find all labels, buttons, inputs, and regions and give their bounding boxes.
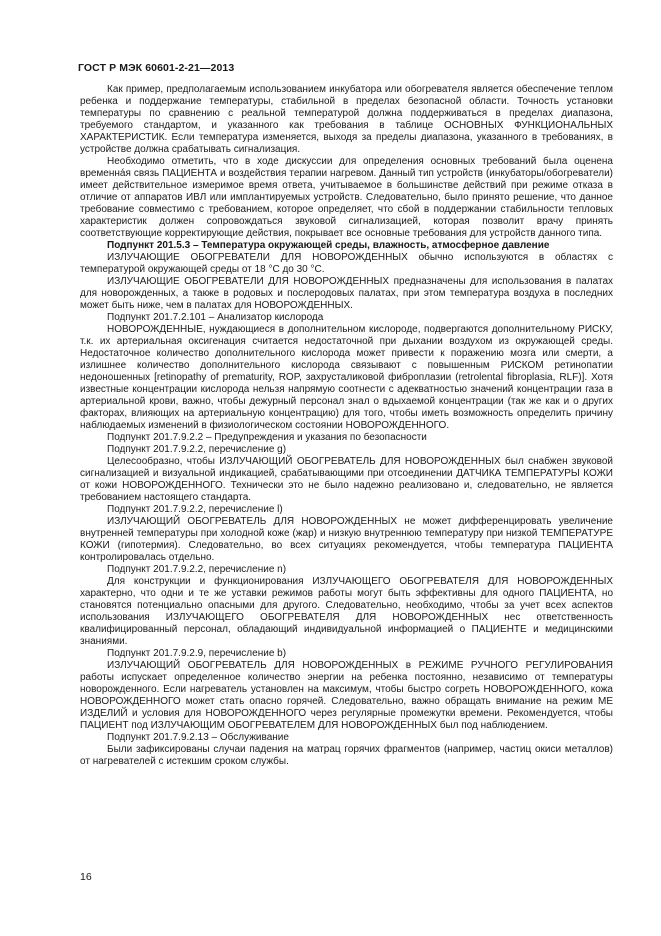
paragraph: Подпункт 201.7.9.2.2, перечисление l) bbox=[107, 504, 283, 515]
paragraph: Подпункт 201.7.9.2.9, перечисление b) bbox=[107, 648, 287, 659]
paragraph: Подпункт 201.7.9.2.2 – Предупреждения и указания по безопасности bbox=[107, 432, 427, 443]
paragraph: НОВОРОЖДЕННЫЕ, нуждающиеся в дополнительном кислороде, подвергаются дополнительному РИСКУ, т.к. их артериальная оксигенация считается недостаточной при дыхании воздухом из окружающей среды. Недостаточное количество дополнительного кислорода может привести к поражению мозга или смерти, а излишнее количество дополнительного кислорода связывают с повышенным РИСКОМ ретинопатии недоношенных [retinopathy of prematurity, ROP, захрусталиковой фиброплазии (retrolental fibroplasia, RLF)]. Хотя известные концентрации кислорода нельзя напрямую соотнести с адекватностью значений концентрации газа в артериальной крови, важно, чтобы дежурный персонал знал о вдыхаемой концентрации (так же как и о других факторах, влияющих на артериальную концентрацию) для того, чтобы иметь возможность определить причину наблюдаемых изменений в физиологическом состоянии НОВОРОЖДЕННОГО. bbox=[80, 324, 613, 431]
paragraph: Необходимо отметить, что в ходе дискуссии для определения основных требований была оценена временнáя связь ПАЦИЕНТА и воздействия терапии нагревом. Данный тип устройств (инкубаторы/обогреватели) имеет действительное измеримое время ответа, учитываемое в большинстве действий при режиме отказа в отличие от аппаратов ИВЛ или имплантируемых устройств. Следовательно, было принято решение, что данное требование совместимо с требованием, которое определяет, что сбой в поддержании стабильности тепловых характеристик должен сопровождаться звуковой сигнализацией, которая позволит врачу принять соответствующие корректирующие действия, покрывает все основные требования для устройств данного типа. bbox=[80, 156, 613, 239]
section-heading: Подпункт 201.5.3 – Температура окружающей среды, влажность, атмосферное давление bbox=[107, 240, 550, 251]
page-number: 16 bbox=[80, 871, 92, 883]
standard-code-header: ГОСТ Р МЭК 60601-2-21—2013 bbox=[78, 62, 235, 74]
paragraph: ИЗЛУЧАЮЩИЙ ОБОГРЕВАТЕЛЬ ДЛЯ НОВОРОЖДЕННЫХ не может дифференцировать увеличение внутренней температуры при холодной коже (жар) и низкую внутреннюю температуру при низкой ТЕМПЕРАТУРЕ КОЖИ (гипотермия). Следовательно, во всех ситуациях рекомендуется, чтобы температура ПАЦИЕНТА контролировалась отдельно. bbox=[80, 516, 613, 563]
paragraph: Подпункт 201.7.9.2.13 – Обслуживание bbox=[107, 732, 289, 743]
paragraph: Были зафиксированы случаи падения на матрац горячих фрагментов (например, частиц окиси металлов) от нагревателей с истекшим сроком службы. bbox=[80, 744, 613, 767]
paragraph: Подпункт 201.7.9.2.2, перечисление n) bbox=[107, 564, 287, 575]
paragraph: Целесообразно, чтобы ИЗЛУЧАЮЩИЙ ОБОГРЕВАТЕЛЬ ДЛЯ НОВОРОЖДЕННЫХ был снабжен звуковой сигнализацией и визуальной индикацией, срабатывающими при отсоединении ДАТЧИКА ТЕМПЕРАТУРЫ КОЖИ от кожи НОВОРОЖДЕННОГО. Технически это не было надежно реализовано и, следовательно, не является требованием настоящего стандарта. bbox=[80, 456, 613, 503]
paragraph: ИЗЛУЧАЮЩИЙ ОБОГРЕВАТЕЛЬ ДЛЯ НОВОРОЖДЕННЫХ в РЕЖИМЕ РУЧНОГО РЕГУЛИРОВАНИЯ работы испускает определенное количество энергии на ребенка постоянно, независимо от температуры новорожденного. Если нагреватель установлен на максимум, чтобы быстро согреть НОВОРОЖДЕННОГО, кожа НОВОРОЖДЕННОГО может стать опасно горячей. Следовательно, важно обращать внимание на режим МЕ ИЗДЕЛИЙ и условия для НОВОРОЖДЕННОГО через регулярные промежутки времени. Рекомендуется, чтобы ПАЦИЕНТ под ИЗЛУЧАЮЩИМ ОБОГРЕВАТЕЛЕМ ДЛЯ НОВОРОЖДЕННЫХ был под наблюдением. bbox=[80, 660, 613, 731]
paragraph: Подпункт 201.7.2.101 – Анализатор кислорода bbox=[107, 312, 324, 323]
paragraph: Как пример, предполагаемым использованием инкубатора или обогревателя является обеспечение теплом ребенка и поддержание температуры, стабильной в пределах безопасной области. Точность установки температуры по сравнению с реальной температурой должна поддерживаться в пределах диапазона, требуемого стандартом, и указанного как требования в таблице ОСНОВНЫХ ФУНКЦИОНАЛЬНЫХ ХАРАКТЕРИСТИК. Если температура изменяется, выходя за пределы диапазона, указанного в требованиях, в устройстве должна срабатывать сигнализация. bbox=[80, 84, 613, 155]
paragraph: ИЗЛУЧАЮЩИЕ ОБОГРЕВАТЕЛИ ДЛЯ НОВОРОЖДЕННЫХ обычно используются в областях с температурой окружающей среды от 18 °С до 30 °С. bbox=[80, 252, 613, 275]
paragraph: Для конструкции и функционирования ИЗЛУЧАЮЩЕГО ОБОГРЕВАТЕЛЯ ДЛЯ НОВОРОЖДЕННЫХ характерно, что одни и те же уставки режимов работы могут быть эффективны для одного ПАЦИЕНТА, но становятся потенциально опасными для другого. Следовательно, необходимо, чтобы за учет всех аспектов использования ИЗЛУЧАЮЩЕГО ОБОГРЕВАТЕЛЯ ДЛЯ НОВОРОЖДЕННЫХ нес ответственность квалифицированный персонал, обладающий индивидуальной информацией о ПАЦИЕНТЕ и медицинскими знаниями. bbox=[80, 576, 613, 647]
paragraph: Подпункт 201.7.9.2.2, перечисление g) bbox=[107, 444, 287, 455]
document-body bbox=[80, 84, 613, 768]
paragraph: ИЗЛУЧАЮЩИЕ ОБОГРЕВАТЕЛИ ДЛЯ НОВОРОЖДЕННЫХ предназначены для использования в палатах для новорожденных, а также в родовых и послеродовых палатах, при этом температура воздуха в последних может быть ниже, чем в палатах для НОВОРОЖДЕННЫХ. bbox=[80, 276, 613, 311]
